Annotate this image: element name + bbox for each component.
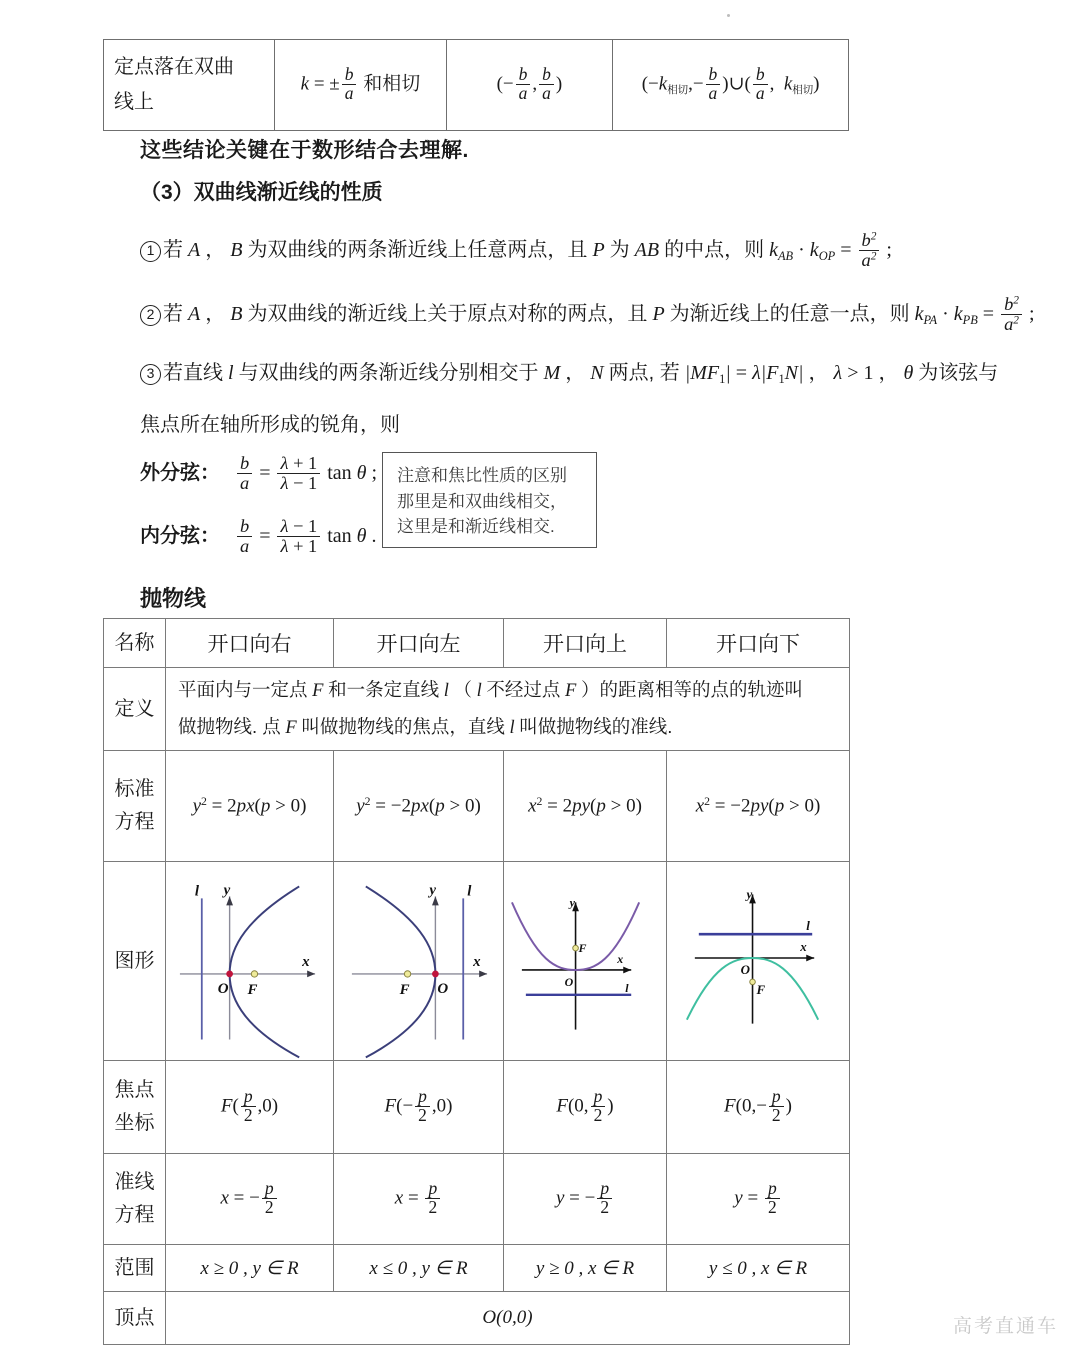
y-label: y	[429, 882, 437, 899]
row-label-name: 名称	[104, 619, 166, 668]
equation-left: $y^2 = -2px(p > 0)$	[334, 751, 504, 862]
cell-tangent-slope: k = ± $\frac{b}{a}$ 和相切	[275, 40, 446, 131]
inner-chord-formula: 内分弦： $\frac{b}{a}$ = $\frac{\lambda - 1}{\lambda + 1}$ tan θ .	[140, 516, 377, 556]
bold-conclusion-line: 这些结论关键在于数形结合去理解.	[140, 139, 469, 162]
range-right: x ≥ 0 , y ∈ R	[166, 1245, 334, 1292]
directrix-label: l	[467, 883, 472, 900]
col-header-down: 开口向下	[667, 619, 850, 668]
focus-dot	[573, 945, 579, 951]
focus-label: F	[756, 981, 766, 997]
circled-number-1: 1	[140, 241, 161, 262]
focus-dot	[251, 971, 257, 977]
x-label: x	[617, 951, 624, 966]
note-line-1: 注意和焦比性质的区别	[397, 466, 567, 485]
x-label: x	[473, 953, 481, 970]
y-label: y	[223, 882, 231, 899]
focus-left: F(− $\frac{p}{2}$ ,0)	[334, 1061, 504, 1154]
parabola-right-svg	[166, 862, 333, 1060]
row-label-range: 范围	[104, 1245, 166, 1292]
asymptote-property-3: 3 若直线 l 与双曲线的两条渐近线分别相交于 M ， N 两点, 若 $|MF_1| = \lambda|F_1N|$ ， λ > 1 ， θ 为该弦与	[140, 358, 998, 389]
condition-line1: 定点落在双曲	[114, 56, 234, 78]
x-axis-arrow	[806, 955, 814, 962]
table-row-directrix	[104, 1154, 850, 1245]
directrix-down: y = $\frac{p}{2}$	[667, 1154, 850, 1245]
parabola-down-svg	[667, 862, 849, 1060]
origin-label: O	[437, 980, 449, 997]
origin-dot	[432, 971, 439, 978]
parabola-curve-upper	[230, 886, 300, 973]
definition-cell	[166, 668, 850, 751]
parabola-section-title: 抛物线	[140, 586, 207, 611]
directrix-label: l	[194, 883, 199, 900]
table-row-range	[104, 1245, 850, 1292]
focus-dot	[404, 971, 410, 977]
col-header-up: 开口向上	[504, 619, 667, 668]
note-box	[382, 452, 597, 548]
cell-interval-union: (−k相切,− $\frac{b}{a}$ )∪( $\frac{b}{a}$ , k相切)	[613, 40, 849, 131]
y-label: y	[569, 895, 575, 910]
outer-chord-formula: 外分弦： $\frac{b}{a}$ = $\frac{\lambda + 1}{\lambda - 1}$ tan θ ;	[140, 453, 378, 493]
equation-right: $y^2 = 2px(p > 0)$	[166, 751, 334, 862]
equation-down: $x^2 = -2py(p > 0)$	[667, 751, 850, 862]
directrix-label: l	[625, 980, 629, 995]
inner-chord-label: 内分弦：	[140, 524, 220, 547]
directrix-up: y = − $\frac{p}{2}$	[504, 1154, 667, 1245]
y-label: y	[746, 886, 753, 902]
parabola-curve-lower	[230, 974, 300, 1058]
note-line-2: 那里是和双曲线相交，	[397, 491, 567, 511]
vertex-value: O(0,0)	[166, 1292, 850, 1345]
watermark: 高考直通车	[952, 1316, 1058, 1337]
asymptote-property-2: 2 若 A ， B 为双曲线的渐近线上关于原点对称的两点，且 P 为渐近线上的任意一点，则 $k_{PA} \cdot k_{PB}$ = $\frac{b^2}{a^2}$ ;	[140, 296, 1035, 335]
origin-label: O	[740, 961, 750, 977]
section-heading-asymptote: （3）双曲线渐近线的性质	[140, 181, 383, 204]
row-label-definition: 定义	[104, 668, 166, 751]
parabola-up-svg	[504, 862, 666, 1060]
cell-interval-two: (− $\frac{b}{a}$ , $\frac{b}{a}$ )	[446, 40, 613, 131]
directrix-right: x = − $\frac{p}{2}$	[166, 1154, 334, 1245]
range-down: y ≤ 0 , x ∈ R	[667, 1245, 850, 1292]
parabola-curve-upper	[366, 886, 436, 973]
graph-cell-up	[504, 862, 667, 1061]
row-label-directrix: 准线 方程	[104, 1154, 166, 1245]
note-line-3: 这里是和渐近线相交.	[397, 517, 555, 536]
focus-label: F	[247, 981, 258, 998]
table-row-name	[104, 619, 850, 668]
directrix-label: l	[806, 918, 810, 934]
condition-line2: 线上	[114, 91, 154, 113]
col-header-right: 开口向右	[166, 619, 334, 668]
x-axis-arrow	[623, 967, 631, 974]
page-speck	[727, 14, 730, 17]
origin-dot	[226, 971, 233, 978]
equation-up: $x^2 = 2py(p > 0)$	[504, 751, 667, 862]
x-axis-arrow	[479, 971, 487, 978]
origin-label: O	[564, 974, 574, 989]
cell-condition	[104, 40, 275, 131]
definition-line-2: 做抛物线. 点 F 叫做抛物线的焦点，直线 l 叫做抛物线的准线.	[178, 716, 673, 738]
row-label-graph: 图形	[104, 862, 166, 1061]
origin-label: O	[217, 980, 229, 997]
row-label-standard-equation: 标准 方程	[104, 751, 166, 862]
parabola-left-svg	[334, 862, 503, 1060]
x-label: x	[302, 953, 310, 970]
table-row-vertex	[104, 1292, 850, 1345]
table-row-definition	[104, 668, 850, 751]
table-row-graph	[104, 862, 850, 1061]
table-row-focus	[104, 1061, 850, 1154]
graph-cell-left	[334, 862, 504, 1061]
focus-down: F(0,− $\frac{p}{2}$ )	[667, 1061, 850, 1154]
row-label-vertex: 顶点	[104, 1292, 166, 1345]
asymptote-property-1: 1 若 A ， B 为双曲线的两条渐近线上任意两点，且 P 为 AB 的中点，则 $k_{AB} \cdot k_{OP}$ = $\frac{b^2}{a^2}$ ;	[140, 232, 892, 271]
focus-up: F(0, $\frac{p}{2}$ )	[504, 1061, 667, 1154]
directrix-left: x = $\frac{p}{2}$	[334, 1154, 504, 1245]
row-label-focus: 焦点 坐标	[104, 1061, 166, 1154]
hyperbola-tangent-table	[103, 39, 849, 131]
circled-number-2: 2	[140, 305, 161, 326]
parabola-table	[103, 618, 850, 1345]
col-header-left: 开口向左	[334, 619, 504, 668]
graph-cell-right	[166, 862, 334, 1061]
circled-number-3: 3	[140, 364, 161, 385]
range-up: y ≥ 0 , x ∈ R	[504, 1245, 667, 1292]
table-row-standard-equation	[104, 751, 850, 862]
graph-cell-down	[667, 862, 850, 1061]
x-axis-arrow	[307, 971, 315, 978]
range-left: x ≤ 0 , y ∈ R	[334, 1245, 504, 1292]
focus-label: F	[399, 981, 410, 998]
definition-line-1: 平面内与一定点 F 和一条定直线 l （ l 不经过点 F ）的距离相等的点的轨迹叫	[178, 678, 803, 701]
focus-right: F( $\frac{p}{2}$ ,0)	[166, 1061, 334, 1154]
x-label: x	[800, 939, 807, 955]
focus-dot	[750, 979, 756, 985]
outer-chord-label: 外分弦：	[140, 461, 220, 484]
focus-label: F	[578, 941, 587, 956]
asymptote-property-3-cont: 焦点所在轴所形成的锐角，则	[140, 414, 400, 436]
table-row	[104, 40, 849, 131]
